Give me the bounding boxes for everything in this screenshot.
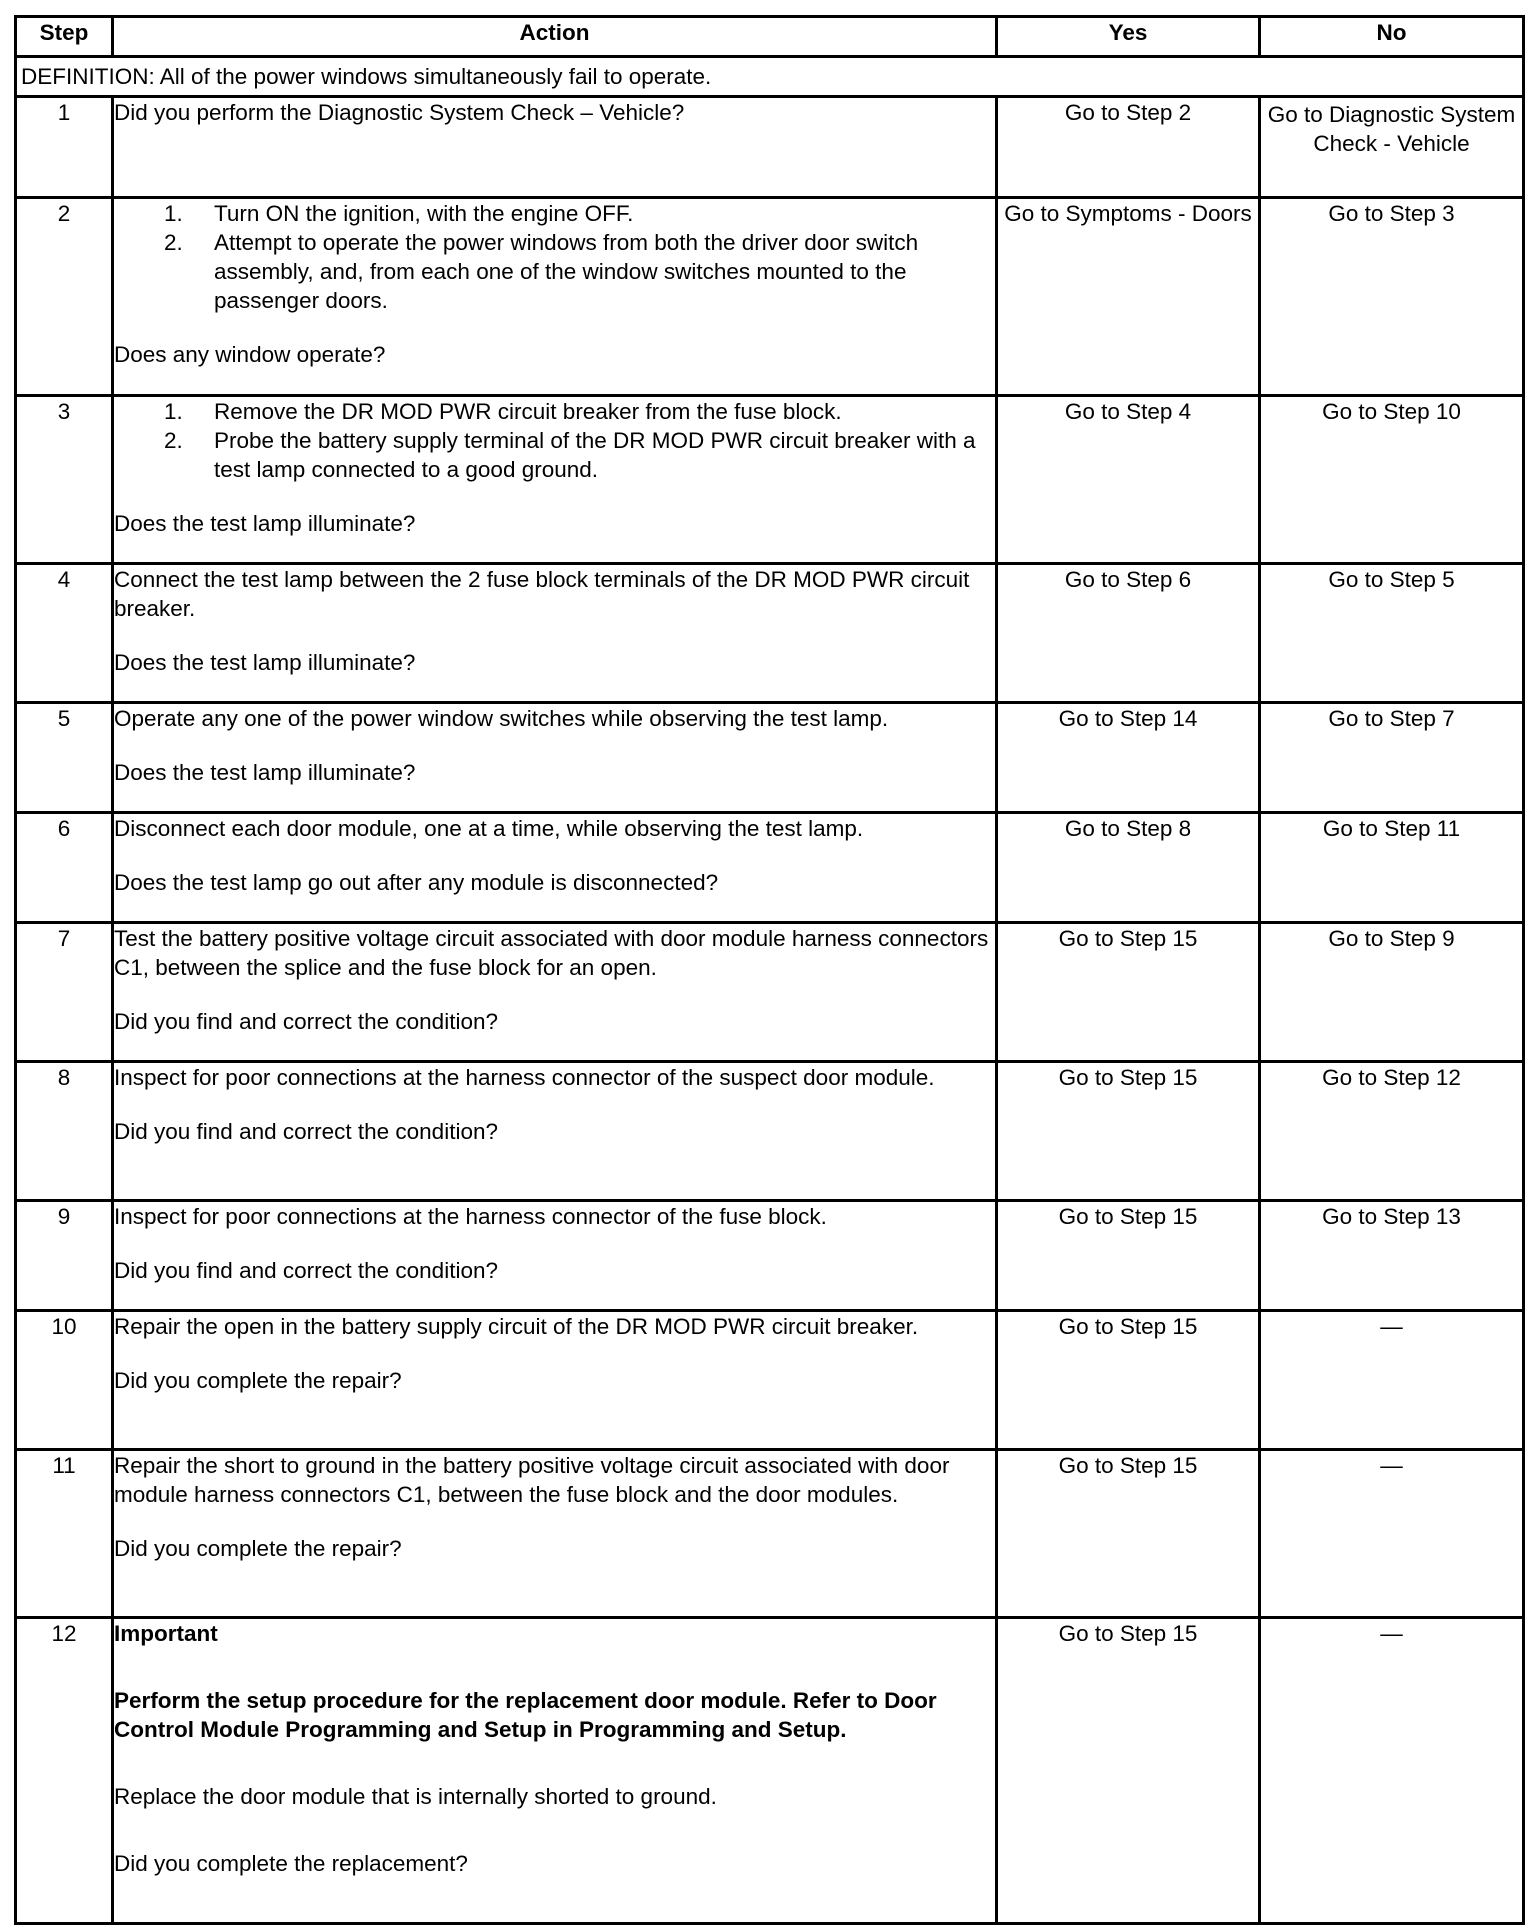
action-cell: [113, 1450, 997, 1618]
action-cell: [113, 1201, 997, 1311]
action-question: Does the test lamp illuminate?: [114, 650, 416, 675]
table-row: [16, 1450, 1524, 1618]
no-cell: Go to Step 13: [1260, 1201, 1524, 1311]
yes-cell: Go to Step 15: [997, 1311, 1260, 1450]
definition-row: [16, 57, 1524, 97]
table-row: [16, 97, 1524, 198]
no-cell: Go to Step 12: [1260, 1062, 1524, 1201]
table-row: [16, 1201, 1524, 1311]
substep-list: [114, 199, 995, 315]
action-cell: [113, 813, 997, 923]
substep-list: [114, 397, 995, 484]
action-cell: [113, 1311, 997, 1450]
action-question: Does the test lamp go out after any module is disconnected?: [114, 870, 719, 895]
action-cell: [113, 703, 997, 813]
table-row: [16, 198, 1524, 396]
yes-cell: Go to Symptoms - Doors: [997, 198, 1260, 396]
yes-cell: Go to Step 15: [997, 1450, 1260, 1618]
yes-cell: Go to Step 15: [997, 1062, 1260, 1201]
action-cell: [113, 923, 997, 1062]
action-cell: [113, 564, 997, 703]
table-row: [16, 1618, 1524, 1924]
yes-cell: Go to Step 14: [997, 703, 1260, 813]
action-question: Did you complete the replacement?: [114, 1851, 468, 1876]
no-cell: —: [1260, 1450, 1524, 1618]
action-cell: [113, 1618, 997, 1924]
no-cell: Go to Diagnostic System Check - Vehicle: [1260, 97, 1524, 198]
action-question: Did you perform the Diagnostic System Check – Vehicle?: [114, 100, 685, 125]
step-number: 4: [16, 564, 113, 703]
step-number: 9: [16, 1201, 113, 1311]
step-number: 12: [16, 1618, 113, 1924]
substep-item: 1. Turn ON the ignition, with the engine OFF.: [164, 201, 634, 226]
substep-item: 2. Probe the battery supply terminal of the DR MOD PWR circuit breaker with a test lamp connected to a good ground.: [164, 428, 976, 482]
diagnostic-table: [14, 15, 1525, 1925]
substep-item: 1. Remove the DR MOD PWR circuit breaker from the fuse block.: [164, 399, 842, 424]
yes-cell: Go to Step 15: [997, 1618, 1260, 1924]
no-cell: Go to Step 9: [1260, 923, 1524, 1062]
no-cell: Go to Step 5: [1260, 564, 1524, 703]
no-cell: Go to Step 7: [1260, 703, 1524, 813]
substep-item: 2. Attempt to operate the power windows from both the driver door switch assembly, and, from each one of the window switches mounted to the passenger doors.: [164, 230, 919, 313]
action-cell: [113, 198, 997, 396]
action-text: Replace the door module that is internally shorted to ground.: [114, 1784, 717, 1809]
action-cell: [113, 97, 997, 198]
action-text: Repair the short to ground in the battery positive voltage circuit associated with door module harness connectors C1, between the fuse block and the door modules.: [114, 1453, 950, 1507]
table-row: [16, 1062, 1524, 1201]
yes-cell: Go to Step 2: [997, 97, 1260, 198]
step-number: 8: [16, 1062, 113, 1201]
header-row: [16, 17, 1524, 57]
action-cell: [113, 1062, 997, 1201]
yes-cell: Go to Step 4: [997, 396, 1260, 564]
action-question: Does the test lamp illuminate?: [114, 760, 416, 785]
action-text: Operate any one of the power window switches while observing the test lamp.: [114, 706, 889, 731]
table-row: [16, 923, 1524, 1062]
action-cell: [113, 396, 997, 564]
action-text: Repair the open in the battery supply circuit of the DR MOD PWR circuit breaker.: [114, 1314, 919, 1339]
action-text: Connect the test lamp between the 2 fuse block terminals of the DR MOD PWR circuit breaker.: [114, 567, 970, 621]
action-question: Did you complete the repair?: [114, 1368, 402, 1393]
important-text: Perform the setup procedure for the replacement door module. Refer to Door Control Module Programming and Setup in Programming and Setup.: [114, 1688, 937, 1742]
action-question: Does the test lamp illuminate?: [114, 511, 416, 536]
yes-cell: Go to Step 8: [997, 813, 1260, 923]
action-question: Did you complete the repair?: [114, 1536, 402, 1561]
table-row: [16, 564, 1524, 703]
yes-cell: Go to Step 15: [997, 1201, 1260, 1311]
important-label: Important: [114, 1621, 218, 1646]
header-step: Step: [16, 17, 113, 57]
step-number: 1: [16, 97, 113, 198]
action-text: Inspect for poor connections at the harness connector of the fuse block.: [114, 1204, 827, 1229]
step-number: 3: [16, 396, 113, 564]
no-cell: Go to Step 10: [1260, 396, 1524, 564]
action-text: Inspect for poor connections at the harness connector of the suspect door module.: [114, 1065, 935, 1090]
action-question: Did you find and correct the condition?: [114, 1258, 498, 1283]
header-yes: Yes: [997, 17, 1260, 57]
definition-text: DEFINITION: All of the power windows simultaneously fail to operate.: [16, 57, 1524, 97]
table-row: [16, 813, 1524, 923]
table-row: [16, 1311, 1524, 1450]
step-number: 11: [16, 1450, 113, 1618]
table-row: [16, 703, 1524, 813]
no-cell: Go to Step 11: [1260, 813, 1524, 923]
table-row: [16, 396, 1524, 564]
no-cell: —: [1260, 1618, 1524, 1924]
no-cell: —: [1260, 1311, 1524, 1450]
action-text: Disconnect each door module, one at a time, while observing the test lamp.: [114, 816, 864, 841]
no-cell: Go to Step 3: [1260, 198, 1524, 396]
yes-cell: Go to Step 15: [997, 923, 1260, 1062]
header-action: Action: [113, 17, 997, 57]
step-number: 6: [16, 813, 113, 923]
action-text: Test the battery positive voltage circuit associated with door module harness connectors C1, between the splice and the fuse block for an open.: [114, 926, 989, 980]
step-number: 7: [16, 923, 113, 1062]
yes-cell: Go to Step 6: [997, 564, 1260, 703]
action-question: Did you find and correct the condition?: [114, 1009, 498, 1034]
step-number: 10: [16, 1311, 113, 1450]
step-number: 5: [16, 703, 113, 813]
step-number: 2: [16, 198, 113, 396]
header-no: No: [1260, 17, 1524, 57]
action-question: Does any window operate?: [114, 342, 386, 367]
action-question: Did you find and correct the condition?: [114, 1119, 498, 1144]
